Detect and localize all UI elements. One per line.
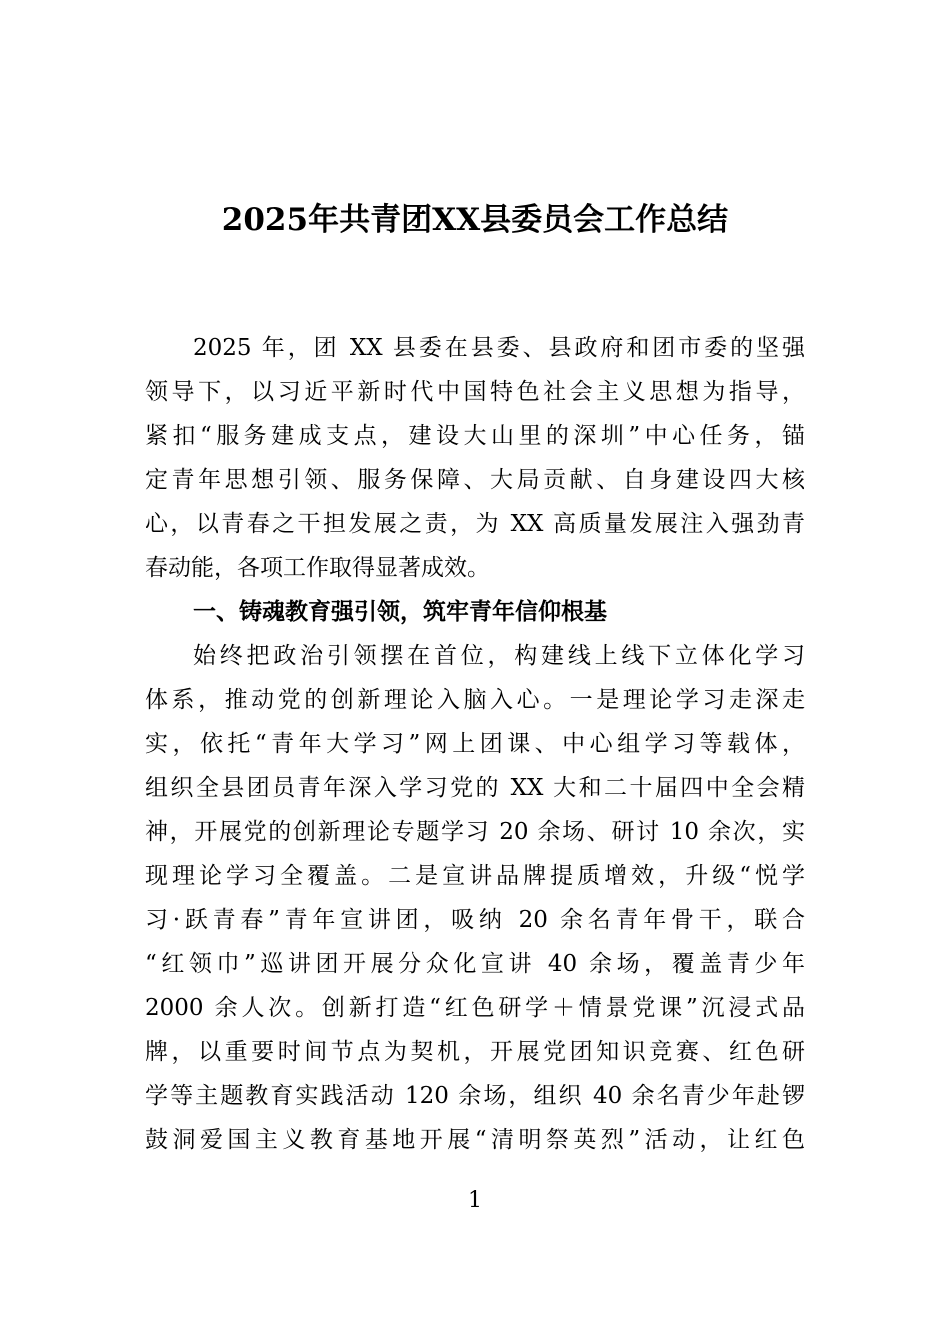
text-line: 体系，推动党的创新理论入脑入心。一是理论学习走深走 xyxy=(145,687,805,713)
text-line: 定青年思想引领、服务保障、大局贡献、自身建设四大核 xyxy=(145,467,805,493)
paragraph-intro xyxy=(145,326,805,590)
document-body xyxy=(145,326,805,1162)
text-line: 领导下，以习近平新时代中国特色社会主义思想为指导， xyxy=(145,379,805,405)
text-line: 2025 年，团 XX 县委在县委、县政府和团市委的坚强 xyxy=(193,335,805,361)
text-line: 春动能，各项工作取得显著成效。 xyxy=(145,555,490,581)
text-line: 习·跃青春”青年宣讲团，吸纳 20 余名青年骨干，联合 xyxy=(145,907,805,933)
text-line: 鼓洞爱国主义教育基地开展“清明祭英烈”活动，让红色 xyxy=(145,1127,805,1153)
text-line: 心，以青春之干担发展之责，为 XX 高质量发展注入强劲青 xyxy=(145,511,805,537)
text-line: 牌，以重要时间节点为契机，开展党团知识竞赛、红色研 xyxy=(145,1039,805,1065)
text-line: “红领巾”巡讲团开展分众化宣讲 40 余场，覆盖青少年 xyxy=(145,951,805,977)
text-line: 2000 余人次。创新打造“红色研学＋情景党课”沉浸式品 xyxy=(145,995,805,1021)
page-number: 1 xyxy=(468,1188,482,1213)
text-line: 实，依托“青年大学习”网上团课、中心组学习等载体， xyxy=(145,731,805,757)
text-line: 学等主题教育实践活动 120 余场，组织 40 余名青少年赴锣 xyxy=(145,1083,805,1109)
section-heading: 一、铸魂教育强引领，筑牢青年信仰根基 xyxy=(193,599,607,625)
text-line: 神，开展党的创新理论专题学习 20 余场、研讨 10 余次，实 xyxy=(145,819,805,845)
text-line: 始终把政治引领摆在首位，构建线上线下立体化学习 xyxy=(193,643,805,669)
text-line: 组织全县团员青年深入学习党的 XX 大和二十届四中全会精 xyxy=(145,775,805,801)
document-title: 2025年共青团XX县委员会工作总结 xyxy=(221,202,729,238)
paragraph-section-1 xyxy=(145,634,805,1162)
text-line: 紧扣“服务建成支点，建设大山里的深圳”中心任务，锚 xyxy=(145,423,805,449)
text-line: 现理论学习全覆盖。二是宣讲品牌提质增效，升级“悦学 xyxy=(145,863,805,889)
